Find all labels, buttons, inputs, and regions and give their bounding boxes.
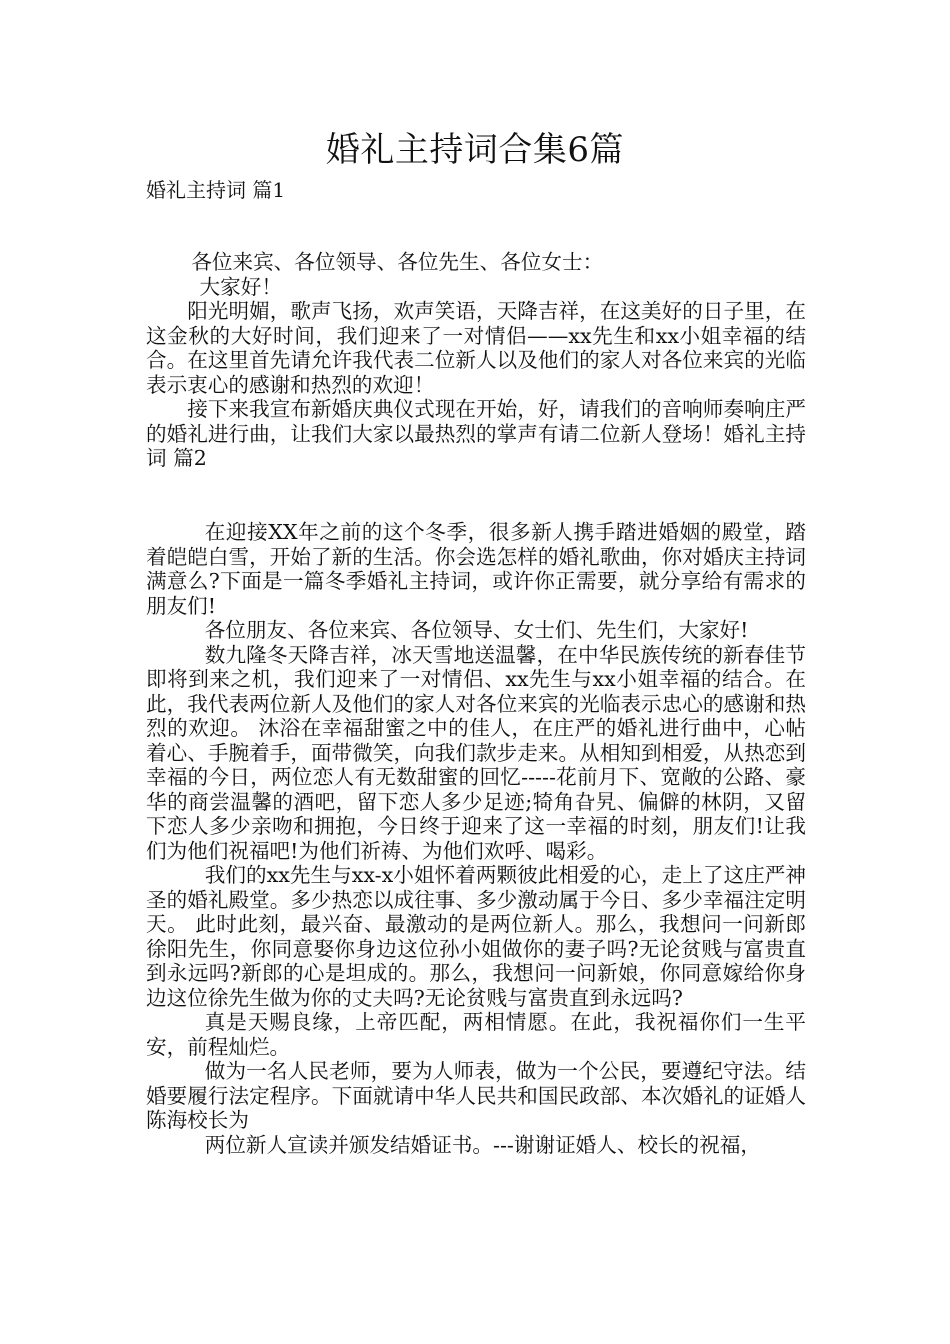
section-1-body bbox=[146, 250, 806, 471]
paragraph: 两位新人宣读并颁发结婚证书。---谢谢证婚人、校长的祝福， bbox=[204, 1132, 762, 1157]
paragraph: 在迎接XX年之前的这个冬季，很多新人携手踏进婚姻的殿堂，踏着皑皑白雪，开始了新的生活。你会选怎样的婚礼歌曲，你对婚庆主持词满意么?下面是一篇冬季婚礼主持词，或许你正需要，就分享给有需求的朋友们! bbox=[146, 520, 806, 618]
document-title: 婚礼主持词合集6篇 bbox=[325, 130, 625, 170]
section-2-body bbox=[146, 520, 806, 1157]
paragraph bbox=[146, 397, 806, 471]
paragraph: 真是天赐良缘，上帝匹配，两相情愿。在此，我祝福你们一生平安，前程灿烂。 bbox=[146, 1010, 806, 1059]
paragraph-text: 接下来我宣布新婚庆典仪式现在开始，好，请我们的音响师奏响庄严的婚礼进行曲，让我们大家以最热烈的掌声有请二位新人登场！ bbox=[146, 397, 806, 446]
paragraph: 我们的xx先生与xx-x小姐怀着两颗彼此相爱的心，走上了这庄严神圣的婚礼殿堂。多少热恋以成往事、多少激动属于今日、多少幸福注定明天。 此时此刻，最兴奋、最激动的是两位新人。那么，我想问一问新郎徐阳先生，你同意娶你身边这位孙小姐做你的妻子吗?无论贫贱与富贵直到永远吗?新郎的心是坦成的。那么，我想问一问新娘，你同意嫁给你身边这位徐先生做为你的丈夫吗?无论贫贱与富贵直到永远吗? bbox=[146, 863, 806, 1010]
paragraph: 做为一名人民老师，要为人师表，做为一个公民，要遵纪守法。结婚要履行法定程序。下面就请中华人民共和国民政部、本次婚礼的证婚人陈海校长为 bbox=[146, 1059, 806, 1132]
paragraph: 各位朋友、各位来宾、各位领导、女士们、先生们，大家好! bbox=[204, 618, 749, 642]
hello-paragraph: 大家好！ bbox=[199, 274, 282, 299]
section-heading-1: 婚礼主持词 篇1 bbox=[146, 178, 286, 202]
paragraph: 阳光明媚，歌声飞扬，欢声笑语，天降吉祥，在这美好的日子里，在这金秋的大好时间，我们迎来了一对情侣——xx先生和xx小姐幸福的结合。在这里首先请允许我代表二位新人以及他们的家人对各位来宾的光临表示衷心的感谢和热烈的欢迎！ bbox=[146, 299, 806, 397]
paragraph: 数九隆冬天降吉祥，冰天雪地送温馨，在中华民族传统的新春佳节即将到来之机，我们迎来了一对情侣、xx先生与xx小姐幸福的结合。在此，我代表两位新人及他们的家人对各位来宾的光临表示忠心的感谢和热烈的欢迎。 沐浴在幸福甜蜜之中的佳人，在庄严的婚礼进行曲中，心帖着心、手腕着手，面带微笑，向我们款步走来。从相知到相爱，从热恋到幸福的今日，两位恋人有无数甜蜜的回忆-----花前月下、宽敞的公路、豪华的商尝温馨的酒吧，留下恋人多少足迹;犄角旮旯、偏僻的林阴，又留下恋人多少亲吻和拥抱，今日终于迎来了这一幸福的时刻，朋友们!让我们为他们祝福吧!为他们祈祷、为他们欢呼、喝彩。 bbox=[146, 642, 806, 863]
section-heading-2: 婚礼主持词 篇2 bbox=[146, 421, 807, 470]
greeting-paragraph: 各位来宾、各位领导、各位先生、各位女士： bbox=[191, 250, 604, 274]
